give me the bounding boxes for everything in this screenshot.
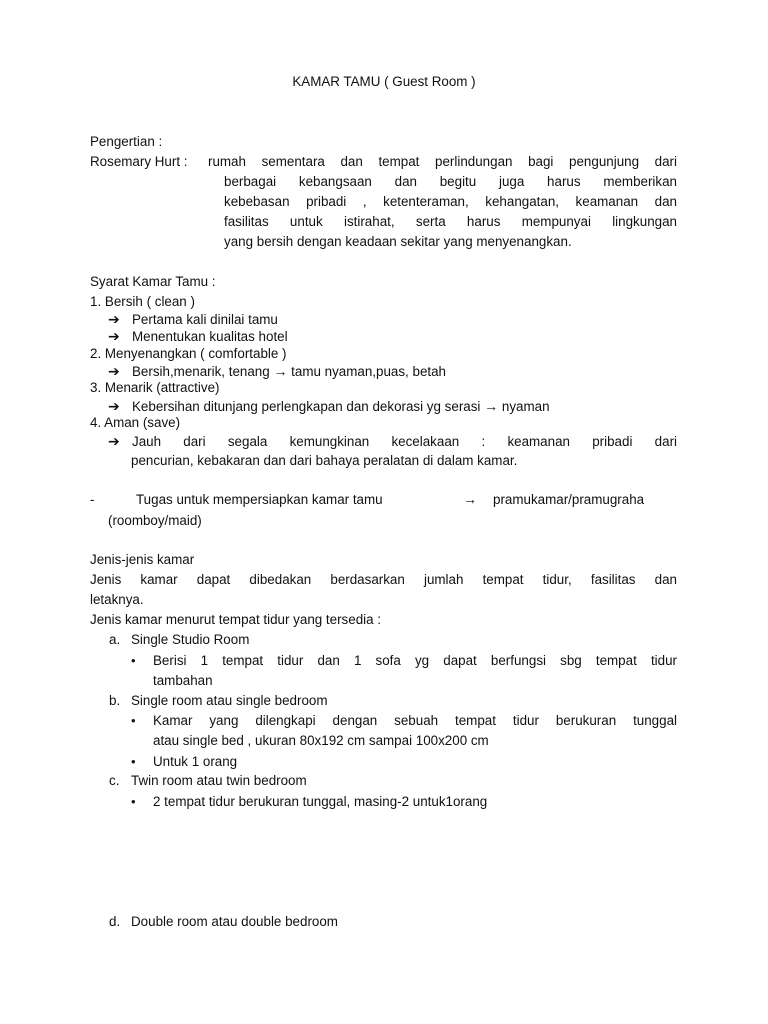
pengertian-line-4: fasilitas untuk istirahat, serta harus mempunyai lingkungan	[224, 214, 677, 229]
syarat-sub-text: Kebersihan ditunjang perlengkapan dan dekorasi yg serasi	[132, 399, 481, 414]
pengertian-line-2: berbagai kebangsaan dan begitu juga harus memberikan	[224, 174, 677, 189]
arrow-right-icon: →	[484, 398, 499, 414]
pengertian-line-5: yang bersih dengan keadaan sekitar yang menyenangkan.	[224, 234, 572, 249]
syarat-item-1: 1. Bersih ( clean )	[90, 294, 195, 309]
bullet-icon: •	[131, 713, 136, 728]
jenis-a-label: a.	[109, 632, 121, 647]
syarat-sub-text: Bersih,menarik, tenang	[132, 364, 270, 379]
pengertian-line-3: kebebasan pribadi , ketenteraman, kehangatan, keamanan dan	[224, 194, 677, 209]
list-item	[131, 792, 487, 812]
syarat-item-2: 2. Menyenangkan ( comfortable )	[90, 346, 287, 361]
jenis-a-name: Single Studio Room	[131, 632, 250, 647]
syarat-sub-result: nyaman	[501, 399, 550, 414]
list-item	[131, 651, 677, 671]
syarat-item-4: 4. Aman (save)	[90, 415, 181, 430]
list-item	[131, 752, 237, 772]
tugas-text: Tugas untuk mempersiapkan kamar tamu	[136, 492, 383, 507]
document-title: KAMAR TAMU ( Guest Room )	[292, 74, 476, 89]
jenis-d-label: d.	[109, 914, 121, 929]
bullet-text-cont: atau single bed , ukuran 80x192 cm sampai 100x200 cm	[153, 733, 489, 748]
syarat-sub-text-cont: pencurian, kebakaran dan dari bahaya peralatan di dalam kamar.	[131, 453, 518, 468]
syarat-item-3: 3. Menarik (attractive)	[90, 380, 220, 395]
pengertian-line-1: rumah sementara dan tempat perlindungan bagi pengunjung dari	[208, 154, 677, 169]
bullet-icon: •	[131, 794, 136, 809]
arrow-right-icon: ➔	[108, 311, 120, 327]
jenis-intro-cont: letaknya.	[90, 592, 144, 607]
bullet-text: Berisi 1 tempat tidur dan 1 sofa yg dapat berfungsi sbg tempat tidur	[153, 653, 677, 668]
bullet-text-cont: tambahan	[153, 673, 213, 688]
arrow-right-icon: →	[463, 491, 477, 507]
tugas-result: pramukamar/pramugraha	[493, 492, 645, 507]
bullet-text: Untuk 1 orang	[153, 754, 238, 769]
jenis-menurut: Jenis kamar menurut tempat tidur yang tersedia :	[90, 612, 382, 627]
arrow-right-icon: ➔	[108, 398, 120, 414]
pengertian-author: Rosemary Hurt :	[90, 154, 188, 169]
list-item	[131, 711, 677, 731]
bullet-icon: •	[131, 754, 136, 769]
arrow-right-icon: ➔	[108, 328, 120, 344]
arrow-right-icon: ➔	[108, 363, 120, 379]
arrow-right-icon: ➔	[108, 433, 120, 449]
syarat-sub-text: Menentukan kualitas hotel	[132, 329, 288, 344]
bullet-text: 2 tempat tidur berukuran tunggal, masing-2 untuk1orang	[153, 794, 488, 809]
syarat-sub-result: tamu nyaman,puas, betah	[291, 364, 447, 379]
syarat-sub-text: Jauh dari segala kemungkinan kecelakaan : keamanan pribadi dari	[132, 434, 677, 449]
tugas-dash: -	[90, 492, 95, 507]
jenis-c-label: c.	[109, 773, 120, 788]
jenis-b-label: b.	[109, 693, 121, 708]
pengertian-heading: Pengertian :	[90, 134, 163, 149]
bullet-icon: •	[131, 653, 136, 668]
jenis-b-name: Single room atau single bedroom	[131, 693, 328, 708]
bullet-text: Kamar yang dilengkapi dengan sebuah tempat tidur berukuran tunggal	[153, 713, 677, 728]
syarat-heading: Syarat Kamar Tamu :	[90, 274, 216, 289]
syarat-sub-text: Pertama kali dinilai tamu	[132, 312, 278, 327]
jenis-intro: Jenis kamar dapat dibedakan berdasarkan jumlah tempat tidur, fasilitas dan	[90, 572, 677, 587]
jenis-c-name: Twin room atau twin bedroom	[131, 773, 307, 788]
arrow-right-icon: →	[273, 363, 288, 379]
jenis-d-name: Double room atau double bedroom	[131, 914, 338, 929]
syarat-sub-item	[108, 431, 677, 452]
jenis-heading: Jenis-jenis kamar	[90, 552, 195, 567]
tugas-text-cont: (roomboy/maid)	[108, 513, 202, 528]
